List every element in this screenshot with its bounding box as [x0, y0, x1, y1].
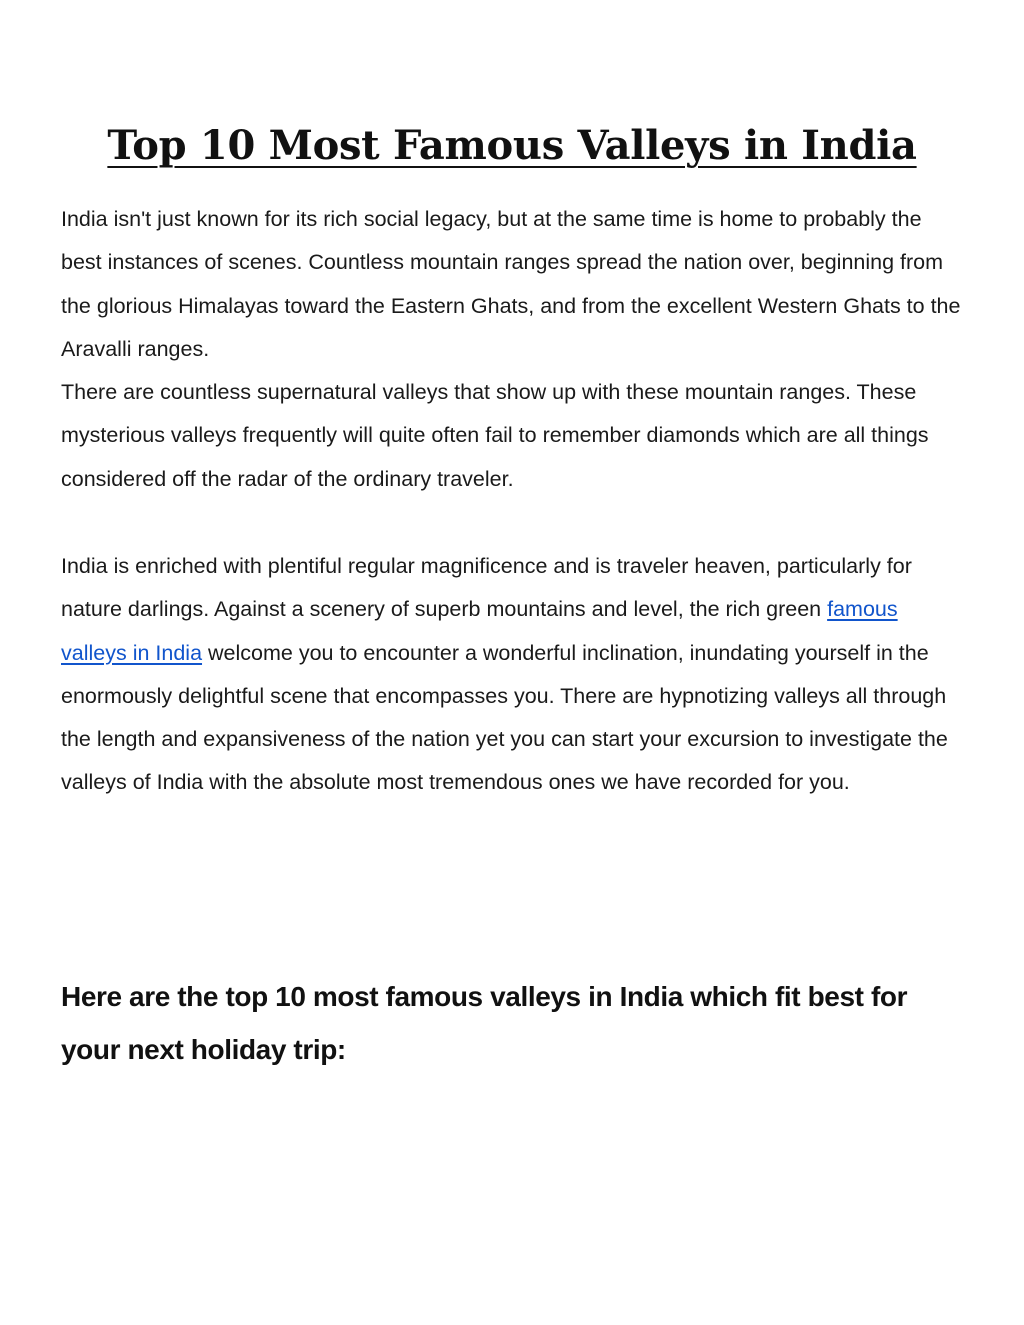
description-paragraph: [61, 545, 966, 805]
description-text-before-link: India is enriched with plentiful regular magnificence and is traveler heaven, particularly for nature darlings. Against a scenery of superb mountains and level, the rich green: [61, 554, 912, 622]
description-text-after-link: welcome you to encounter a wonderful inclination, inundating yourself in the enormously delightful scene that encompasses you. There are hypnotizing valleys all through the length and expansiveness of the nation yet you can start your excursion to investigate the valleys of India with the absolute most tremendous ones we have recorded for you.: [61, 640, 948, 795]
intro-text-2: There are countless supernatural valleys that show up with these mountain ranges. These mysterious valleys frequently will quite often fail to remember diamonds which are all things considered off the radar of the ordinary traveler.: [61, 380, 929, 491]
famous-valleys-link[interactable]: famous valleys in India: [61, 597, 898, 665]
intro-paragraph: [61, 198, 966, 501]
page-title: Top 10 Most Famous Valleys in India: [107, 122, 917, 169]
intro-text-1: India isn't just known for its rich social legacy, but at the same time is home to probably the best instances of scenes. Countless mountain ranges spread the nation over, beginning from the glorious Himalayas toward the Eastern Ghats, and from the excellent Western Ghats to the Aravalli ranges.: [61, 207, 961, 361]
section-heading: Here are the top 10 most famous valleys in India which fit best for your next holiday trip:: [61, 981, 908, 1065]
